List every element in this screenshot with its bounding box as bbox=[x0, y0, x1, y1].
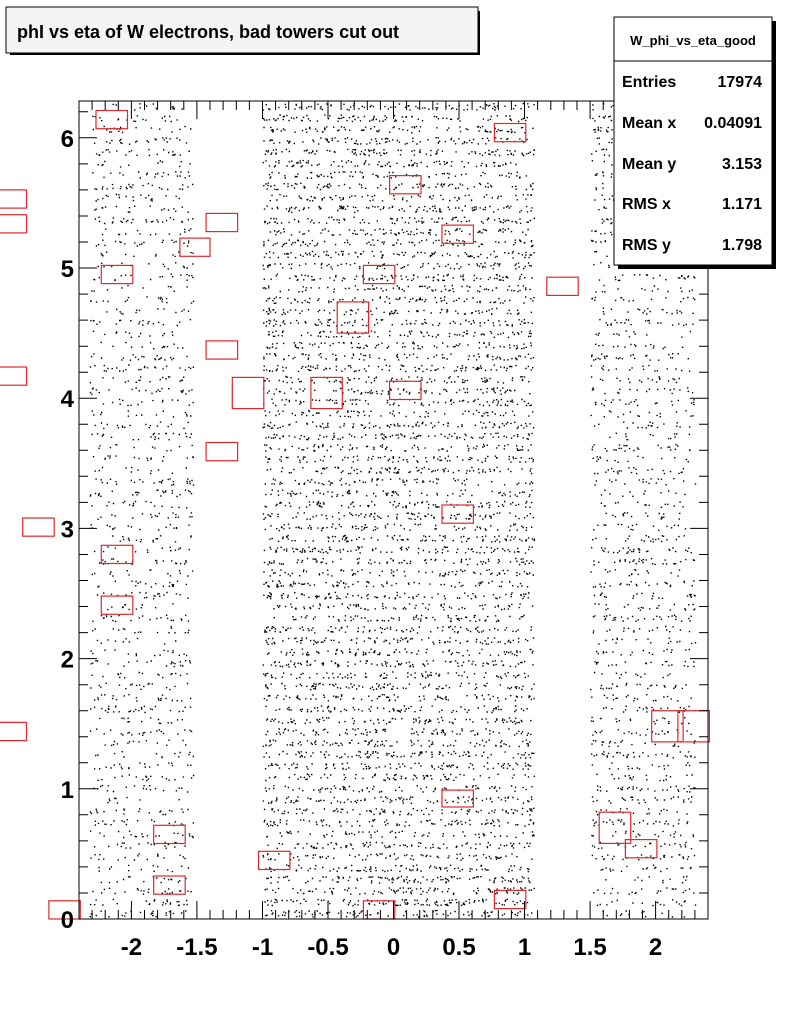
stats-label-rms-y: RMS y bbox=[622, 237, 671, 254]
x-axis-tick-labels bbox=[121, 934, 663, 961]
y-axis-tick-labels bbox=[61, 126, 75, 934]
bad-tower-box-2 bbox=[101, 545, 133, 563]
bad-tower-box-25 bbox=[625, 840, 657, 858]
bad-tower-box-7 bbox=[206, 213, 238, 231]
x-tick-label-0: -2 bbox=[120, 934, 143, 961]
bad-tower-box-4 bbox=[154, 825, 186, 843]
stats-value-mean-y: 3.153 bbox=[721, 156, 762, 173]
x-tick-label-8: 2 bbox=[648, 934, 663, 961]
stats-value-rms-x: 1.171 bbox=[721, 196, 762, 213]
y-tick-label-0: 0 bbox=[60, 907, 74, 934]
bad-tower-box-19 bbox=[442, 505, 473, 523]
stats-value-mean-x: 0.04091 bbox=[704, 115, 762, 132]
bad-tower-box-15 bbox=[363, 901, 394, 919]
bad-tower-box-14 bbox=[363, 265, 394, 283]
bad-tower-box-8 bbox=[206, 341, 238, 359]
bad-tower-box-23 bbox=[547, 277, 578, 295]
bad-tower-box-33 bbox=[0, 722, 27, 740]
x-tick-label-4: 0 bbox=[386, 934, 401, 961]
bad-tower-box-6 bbox=[180, 238, 210, 256]
bad-tower-box-1 bbox=[101, 265, 133, 283]
bad-tower-box-9 bbox=[206, 443, 238, 461]
plot-area bbox=[0, 101, 709, 919]
bad-tower-box-18 bbox=[442, 225, 473, 243]
stats-label-mean-y: Mean y bbox=[622, 156, 677, 173]
stats-label-rms-x: RMS x bbox=[622, 196, 671, 213]
y-tick-label-2: 2 bbox=[60, 646, 74, 674]
bad-tower-box-16 bbox=[390, 176, 421, 194]
x-tick-label-1: -1.5 bbox=[176, 934, 218, 961]
bad-tower-box-27 bbox=[678, 711, 710, 742]
bad-tower-box-3 bbox=[101, 596, 133, 614]
stats-title: W_phi_vs_eta_good bbox=[630, 33, 756, 48]
bad-tower-box-22 bbox=[494, 890, 525, 908]
stats-value-rms-y: 1.798 bbox=[721, 237, 762, 254]
bad-tower-box-5 bbox=[154, 876, 186, 894]
y-tick-label-4: 4 bbox=[60, 386, 74, 414]
bad-tower-box-21 bbox=[494, 124, 525, 142]
bad-tower-box-32 bbox=[23, 518, 55, 536]
bad-tower-box-17 bbox=[390, 381, 421, 399]
y-tick-label-3: 3 bbox=[60, 516, 74, 544]
chart-title: phI vs eta of W electrons, bad towers cut out bbox=[17, 22, 400, 42]
x-tick-label-7: 1.5 bbox=[573, 934, 607, 961]
bad-tower-box-29 bbox=[0, 190, 27, 208]
bad-tower-box-13 bbox=[337, 302, 368, 333]
stats-label-entries: Entries bbox=[622, 74, 677, 91]
stats-box bbox=[614, 17, 776, 269]
bad-tower-box-12 bbox=[311, 377, 342, 408]
bad-tower-box-30 bbox=[0, 215, 27, 233]
y-tick-label-6: 6 bbox=[60, 125, 74, 153]
x-tick-label-2: -1 bbox=[251, 934, 274, 961]
bad-tower-box-10 bbox=[232, 377, 263, 408]
bad-tower-box-11 bbox=[259, 851, 290, 869]
bad-tower-box-24 bbox=[599, 812, 631, 843]
y-tick-label-5: 5 bbox=[60, 256, 74, 283]
x-tick-label-3: -0.5 bbox=[307, 934, 349, 961]
bad-tower-box-20 bbox=[442, 790, 473, 807]
stats-value-entries: 17974 bbox=[717, 74, 762, 91]
bad-tower-box-31 bbox=[0, 367, 27, 385]
bad-tower-box-0 bbox=[96, 111, 128, 129]
stats-label-mean-x: Mean x bbox=[622, 115, 677, 132]
y-tick-label-1: 1 bbox=[60, 776, 74, 804]
x-tick-label-6: 1 bbox=[517, 934, 532, 961]
chart-title-box bbox=[6, 7, 480, 55]
x-tick-label-5: 0.5 bbox=[442, 934, 476, 961]
